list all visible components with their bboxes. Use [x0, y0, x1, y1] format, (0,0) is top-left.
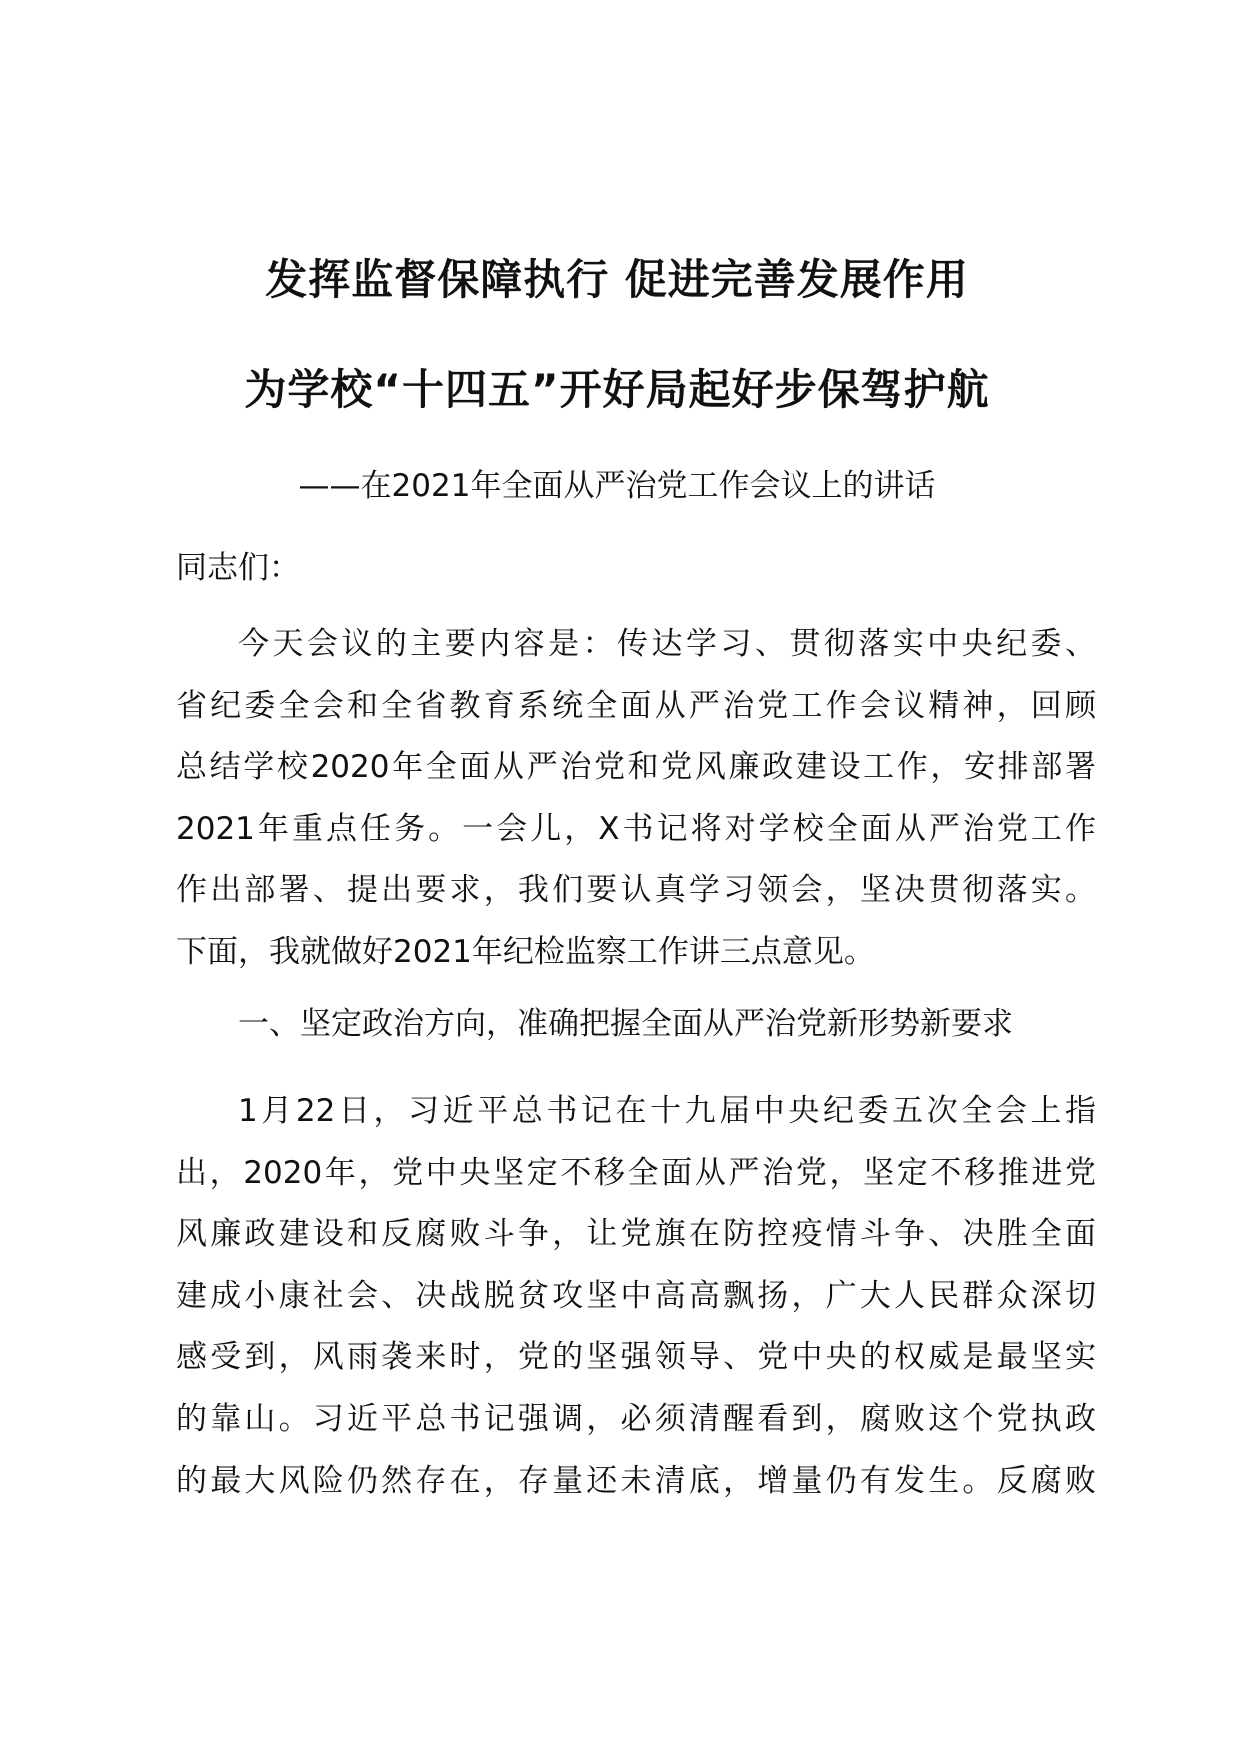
document-title-line-2: 为学校“十四五”开好局起好步保驾护航: [244, 365, 990, 414]
paragraph-line: 感受到，风雨袭来时，党的坚强领导、党中央的权威是最坚实: [176, 1339, 1096, 1376]
paragraph-line: 的最大风险仍然存在，存量还未清底，增量仍有发生。反腐败: [176, 1462, 1096, 1499]
paragraph-2: [176, 1081, 1096, 1512]
paragraph-line: 1月22日，习近平总书记在十九届中央纪委五次全会上指: [238, 1093, 1096, 1129]
document-subtitle: ——在2021年全面从严治党工作会议上的讲话: [298, 468, 936, 504]
paragraph-line: 省纪委全会和全省教育系统全面从严治党工作会议精神，回顾: [176, 687, 1096, 724]
paragraph-line: 今天会议的主要内容是：传达学习、贯彻落实中央纪委、: [238, 626, 1096, 662]
paragraph-line: 建成小康社会、决战脱贫攻坚中高高飘扬，广大人民群众深切: [176, 1277, 1096, 1314]
paragraph-line: 2021年重点任务。一会儿，X书记将对学校全面从严治党工作: [176, 810, 1096, 847]
document-title-line-1: 发挥监督保障执行 促进完善发展作用: [265, 255, 969, 304]
paragraph-line: 下面，我就做好2021年纪检监察工作讲三点意见。: [176, 933, 875, 970]
paragraph-line: 作出部署、提出要求，我们要认真学习领会，坚决贯彻落实。: [176, 872, 1096, 909]
section-heading-1: 一、坚定政治方向，准确把握全面从严治党新形势新要求: [238, 1006, 1013, 1042]
paragraph-line: 风廉政建设和反腐败斗争，让党旗在防控疫情斗争、决胜全面: [176, 1216, 1096, 1253]
paragraph-line: 的靠山。习近平总书记强调，必须清醒看到，腐败这个党执政: [176, 1400, 1096, 1437]
salutation: 同志们：: [176, 550, 300, 586]
paragraph-line: 出，2020年，党中央坚定不移全面从严治党，坚定不移推进党: [176, 1154, 1096, 1191]
paragraph-1: [176, 614, 1096, 984]
paragraph-line: 总结学校2020年全面从严治党和党风廉政建设工作，安排部署: [176, 749, 1096, 786]
